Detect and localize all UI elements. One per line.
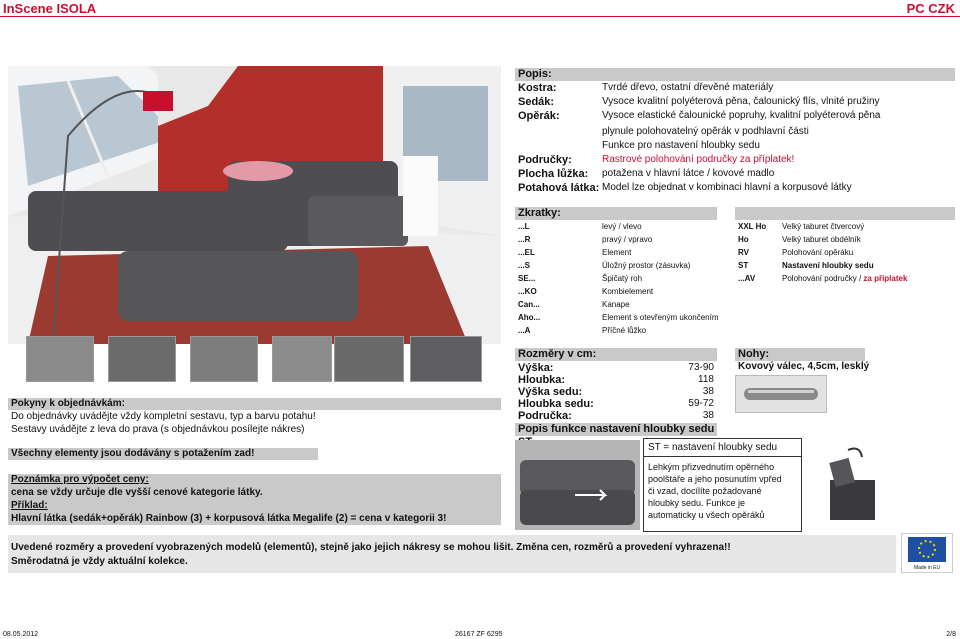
abbr-code: Ho xyxy=(738,235,749,244)
popis-label: Opěrák: xyxy=(518,110,560,122)
disclaimer-line: Směrodatná je vždy aktuální kolekce. xyxy=(11,556,188,567)
pokyny-heading-bar xyxy=(8,398,501,410)
abbr-code: XXL Ho xyxy=(738,222,767,231)
popis-value: plynule polohovatelný opěrák v podhlavní části xyxy=(602,126,809,137)
abbr-desc-text: Polohování područky / xyxy=(782,274,864,283)
poznamka-box xyxy=(8,474,501,525)
st-function-heading: Popis funkce nastavení hloubky sedu xyxy=(515,423,717,436)
abbr-code: Can... xyxy=(518,300,540,309)
poznamka-line: cena se vždy určuje dle vyšší cenové kategorie látky. xyxy=(11,487,263,498)
dim-label: Hloubka: xyxy=(518,374,566,386)
thumbnail xyxy=(334,336,404,382)
st-info-line: či vzad, docílíte požadované xyxy=(648,486,762,496)
dim-label: Výška sedu: xyxy=(518,386,583,398)
dim-label: Područka: xyxy=(518,410,572,422)
header-divider xyxy=(0,16,960,17)
popis-label: Sedák: xyxy=(518,96,555,108)
thumbnail xyxy=(108,336,176,382)
st-info-title: ST = nastavení hloubky sedu xyxy=(644,439,801,457)
dim-label: Hloubka sedu: xyxy=(518,398,594,410)
popis-value: Vysoce elastické čalounické popruhy, kvalitní polyéterová pěna xyxy=(602,110,881,121)
disclaimer-box xyxy=(8,535,896,573)
made-in-eu-badge xyxy=(901,533,953,573)
dim-label: Výška: xyxy=(518,362,554,374)
dim-value: 118 xyxy=(698,374,714,385)
abbr-desc: Kanape xyxy=(602,300,630,309)
dim-value: 38 xyxy=(702,386,714,397)
abbr-desc: Nastavení hloubky sedu xyxy=(782,261,874,270)
thumbnail-strip xyxy=(8,336,501,382)
popis-value-highlight: Rastrové polohování područky za příplatek! xyxy=(602,154,795,165)
abbr-desc: Úložný prostor (zásuvka) xyxy=(602,261,691,270)
popis-label: Plocha lůžka: xyxy=(518,168,589,180)
abbr-code: ST xyxy=(738,261,749,270)
abbr-desc xyxy=(782,274,907,283)
elements-note: Všechny elementy jsou dodávány s potažením zad! xyxy=(11,448,255,459)
eu-badge-label: Made in EU xyxy=(913,565,941,571)
leg-image xyxy=(735,375,827,413)
popis-label: Kostra: xyxy=(518,82,557,94)
popis-label: Područky: xyxy=(518,154,572,166)
pokyny-line: Do objednávky uvádějte vždy kompletní sestavu, typ a barvu potahu! xyxy=(11,411,316,422)
popis-value: Model lze objednat v kombinaci hlavní a korpusové látky xyxy=(602,182,852,193)
popis-heading: Popis: xyxy=(515,68,955,81)
dim-value: 38 xyxy=(702,410,714,421)
popis-value: potažena v hlavní látce / kovové madlo xyxy=(602,168,775,179)
dim-value: 73-90 xyxy=(688,362,714,373)
abbr-code: SE... xyxy=(518,274,536,283)
abbr-desc: pravý / vpravo xyxy=(602,235,653,244)
pokyny-heading: Pokyny k objednávkám: xyxy=(11,398,125,409)
st-info-box xyxy=(643,438,802,532)
nohy-heading: Nohy: xyxy=(735,348,865,361)
zkratky-left-list xyxy=(515,222,720,337)
brand-label: PC CZK xyxy=(906,1,955,16)
zkratky-right-list xyxy=(735,222,955,292)
sofa-scene-image xyxy=(8,66,501,344)
abbr-code: RV xyxy=(738,248,749,257)
popis-value: Funkce pro nastavení hloubky sedu xyxy=(602,140,760,151)
st-info-line: hloubky sedu. Funkce je xyxy=(648,498,746,508)
abbr-code: ...AV xyxy=(738,274,756,283)
abbr-desc: Element xyxy=(602,248,632,257)
thumbnail xyxy=(190,336,258,382)
thumbnail xyxy=(272,336,332,382)
footer-page: 2/8 xyxy=(946,631,956,638)
abbr-desc: Element s otevřeným ukončením xyxy=(602,313,719,322)
abbr-code: ...KO xyxy=(518,287,537,296)
popis-label: Potahová látka: xyxy=(518,182,600,194)
zkratky-heading-bar-right xyxy=(735,207,955,220)
footer-code: 26167 ZF 6295 xyxy=(455,631,503,638)
thumbnail xyxy=(410,336,482,382)
abbr-desc: Velký taburet čtvercový xyxy=(782,222,865,231)
zkratky-heading: Zkratky: xyxy=(515,207,717,220)
st-info-line: automaticky u všech opěráků xyxy=(648,510,765,520)
abbr-desc-surcharge: za příplatek xyxy=(863,274,908,283)
thumbnail xyxy=(26,336,94,382)
st-diagram xyxy=(820,445,880,525)
disclaimer-line: Uvedené rozměry a provedení vyobrazených modelů (elementů), stejně jako jejich nákresy se mohou lišit. Změna cen, rozměrů a provedení vyhrazena!! xyxy=(11,542,731,553)
abbr-desc: levý / vlevo xyxy=(602,222,642,231)
abbr-desc: Příčné lůžko xyxy=(602,326,647,335)
popis-value: Tvrdé dřevo, ostatní dřevěné materiály xyxy=(602,82,774,93)
abbr-code: ...EL xyxy=(518,248,535,257)
abbr-desc: Velký taburet obdélník xyxy=(782,235,861,244)
abbr-code: ...L xyxy=(518,222,530,231)
footer-date: 08.05.2012 xyxy=(3,631,39,638)
poznamka-heading: Poznámka pro výpočet ceny: xyxy=(11,474,149,485)
seat-depth-diagram-image xyxy=(820,445,880,525)
st-info-line: Lehkým přizvednutím opěrného xyxy=(648,462,775,472)
leg-cylinder-image xyxy=(736,376,826,412)
poznamka-example: Hlavní látka (sedák+opěrák) Rainbow (3) + korpusová látka Megalife (2) = cena v kategorii 3! xyxy=(11,513,447,524)
abbr-code: Aho... xyxy=(518,313,541,322)
abbr-desc: Polohování opěráku xyxy=(782,248,854,257)
abbr-code: ...S xyxy=(518,261,531,270)
abbr-code: ...A xyxy=(518,326,531,335)
abbr-code: ...R xyxy=(518,235,531,244)
poznamka-example-label: Příklad: xyxy=(11,500,48,511)
rozmery-heading: Rozměry v cm: xyxy=(515,348,717,361)
product-photo xyxy=(8,66,501,344)
eu-flag-icon xyxy=(902,534,952,564)
st-info-line: poolštáře a jeho posunutím vpřed xyxy=(648,474,782,484)
elements-note-bar xyxy=(8,448,318,460)
dim-value: 59-72 xyxy=(688,398,714,409)
pokyny-line: Sestavy uvádějte z leva do prava (s objednávkou posílejte nákres) xyxy=(11,424,305,435)
catalog-title: InScene ISOLA xyxy=(3,1,97,16)
sofa-seat-image xyxy=(515,440,640,530)
popis-value: Vysoce kvalitní polyéterová pěna, čalounický flís, vlnité pružiny xyxy=(602,96,880,107)
nohy-value: Kovový válec, 4,5cm, lesklý xyxy=(738,361,870,372)
st-function-photo xyxy=(515,440,640,530)
abbr-desc: Špičatý roh xyxy=(602,274,643,283)
abbr-desc: Kombielement xyxy=(602,287,654,296)
